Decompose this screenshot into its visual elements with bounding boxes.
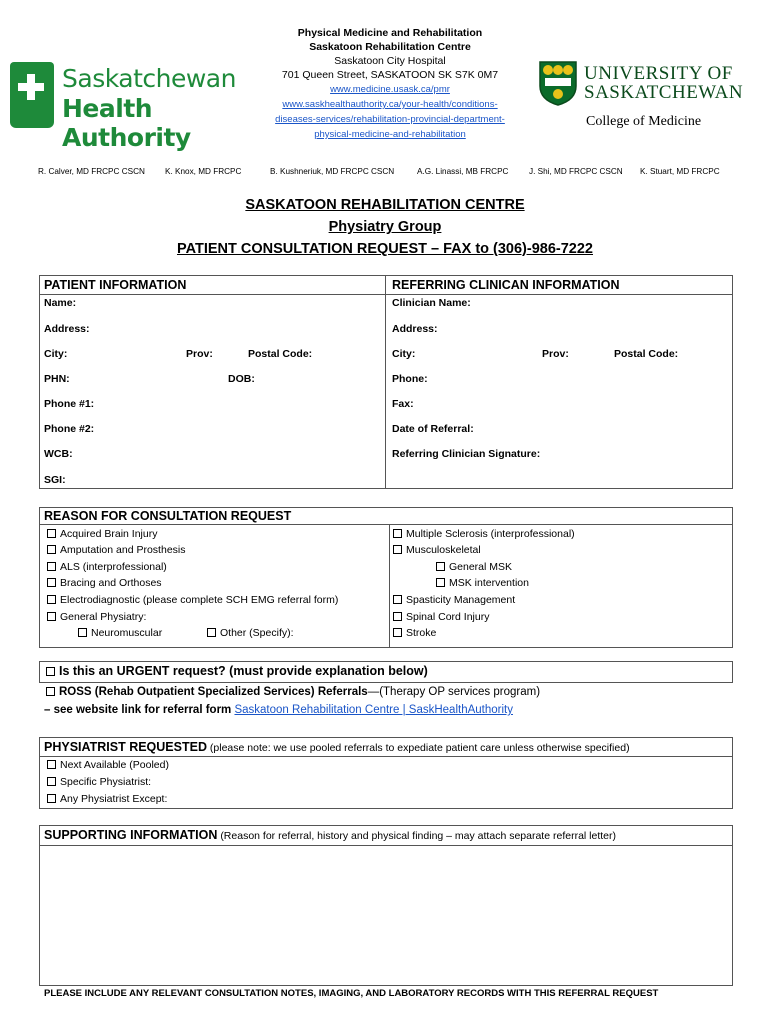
clinician-signature-field[interactable]: Referring Clinician Signature:	[392, 448, 541, 460]
patient-phn-field[interactable]: PHN:	[44, 373, 70, 385]
reason-heading: REASON FOR CONSULTATION REQUEST	[44, 509, 292, 523]
referring-heading: REFERRING CLINICAN INFORMATION	[392, 278, 620, 292]
checkbox-neuromuscular[interactable]: Neuromuscular	[78, 627, 162, 639]
checkbox-bracing[interactable]: Bracing and Orthoses	[47, 577, 162, 589]
checkbox-multiple-sclerosis[interactable]: Multiple Sclerosis (interprofessional)	[393, 528, 575, 540]
clinician-address-field[interactable]: Address:	[392, 323, 438, 335]
ross-website-line: – see website link for referral form Saskatoon Rehabilitation Centre | SaskHealthAuthority	[44, 704, 513, 716]
doctor-name: R. Calver, MD FRCPC CSCN	[38, 167, 145, 176]
referral-date-field[interactable]: Date of Referral:	[392, 423, 474, 435]
doctor-name: A.G. Linassi, MB FRCPC	[417, 167, 509, 176]
supporting-text-area[interactable]	[40, 846, 732, 985]
physiatrist-heading-line: PHYSIATRIST REQUESTED (please note: we use pooled referrals to expediate patient care unless otherwise specified)	[44, 740, 630, 754]
clinician-prov-field[interactable]: Prov:	[542, 348, 569, 360]
checkbox-stroke[interactable]: Stroke	[393, 627, 436, 639]
patient-dob-field[interactable]: DOB:	[228, 373, 255, 385]
checkbox-spasticity[interactable]: Spasticity Management	[393, 594, 515, 606]
checkbox-general-physiatry[interactable]: General Physiatry:	[47, 611, 146, 623]
checkbox-ross[interactable]: ROSS (Rehab Outpatient Specialized Services) Referrals—(Therapy OP services program)	[46, 686, 540, 698]
patient-city-field[interactable]: City:	[44, 348, 68, 360]
uofs-crest-icon	[538, 60, 578, 106]
patient-name-field[interactable]: Name:	[44, 297, 77, 309]
patient-prov-field[interactable]: Prov:	[186, 348, 213, 360]
patient-phone2-field[interactable]: Phone #2:	[44, 423, 95, 435]
checkbox-amputation[interactable]: Amputation and Prosthesis	[47, 544, 186, 556]
doctor-name: K. Knox, MD FRCPC	[165, 167, 242, 176]
checkbox-next-available[interactable]: Next Available (Pooled)	[47, 759, 169, 771]
checkbox-spinal-cord-injury[interactable]: Spinal Cord Injury	[393, 611, 489, 623]
footer-note: PLEASE INCLUDE ANY RELEVANT CONSULTATION NOTES, IMAGING, AND LABORATORY RECORDS WITH THIS REFERRAL REQUEST	[44, 988, 659, 999]
header-line3: Saskatoon City Hospital	[334, 55, 446, 67]
doctor-name: J. Shi, MD FRCPC CSCN	[529, 167, 623, 176]
sha-link-part2[interactable]: diseases-services/rehabilitation-provincial-department-	[275, 114, 505, 125]
info-box	[39, 275, 733, 489]
header-line2: Saskatoon Rehabilitation Centre	[309, 41, 471, 53]
supporting-heading-line: SUPPORTING INFORMATION (Reason for referral, history and physical finding – may attach separate referral letter)	[44, 828, 616, 842]
checkbox-other[interactable]: Other (Specify):	[207, 627, 294, 639]
reason-divider	[389, 524, 390, 648]
title-centre: SASKATOON REHABILITATION CENTRE	[245, 197, 525, 213]
header-block	[255, 26, 525, 142]
checkbox-acquired-brain-injury[interactable]: Acquired Brain Injury	[47, 528, 157, 540]
checkbox-electrodiagnostic[interactable]: Electrodiagnostic (please complete SCH EMG referral form)	[47, 594, 338, 606]
checkbox-als[interactable]: ALS (interprofessional)	[47, 561, 167, 573]
title-request: PATIENT CONSULTATION REQUEST – FAX to (306)-986-7222	[176, 241, 593, 257]
clinician-name-field[interactable]: Clinician Name:	[392, 297, 471, 309]
checkbox-general-msk[interactable]: General MSK	[436, 561, 512, 573]
header-line1: Physical Medicine and Rehabilitation	[297, 27, 483, 39]
uofs-text2: SASKATCHEWAN	[584, 82, 744, 103]
checkbox-musculoskeletal[interactable]: Musculoskeletal	[393, 544, 481, 556]
title-group: Physiatry Group	[328, 219, 442, 235]
doctor-name: B. Kushneriuk, MD FRCPC CSCN	[270, 167, 395, 176]
clinician-postal-field[interactable]: Postal Code:	[614, 348, 679, 360]
reason-header-rule	[39, 524, 733, 525]
sha-cross-icon	[10, 62, 54, 128]
sha-link-part1[interactable]: www.saskhealthauthority.ca/your-health/conditions-	[282, 99, 498, 110]
info-divider	[385, 275, 386, 489]
uofs-logo	[538, 58, 758, 138]
patient-postal-field[interactable]: Postal Code:	[248, 348, 313, 360]
checkbox-specific-physiatrist[interactable]: Specific Physiatrist:	[47, 776, 151, 788]
patient-address-field[interactable]: Address:	[44, 323, 90, 335]
checkbox-msk-intervention[interactable]: MSK intervention	[436, 577, 529, 589]
patient-sgi-field[interactable]: SGI:	[44, 474, 66, 486]
pmr-link[interactable]: www.medicine.usask.ca/pmr	[330, 84, 450, 95]
sha-link-part3[interactable]: physical-medicine-and-rehabilitation	[314, 129, 466, 140]
doctor-name: K. Stuart, MD FRCPC	[640, 167, 720, 176]
checkbox-urgent[interactable]: Is this an URGENT request? (must provide explanation below)	[46, 664, 428, 678]
src-website-link[interactable]: Saskatoon Rehabilitation Centre | SaskHealthAuthority	[234, 704, 513, 716]
checkbox-any-except[interactable]: Any Physiatrist Except:	[47, 793, 167, 805]
patient-heading: PATIENT INFORMATION	[44, 278, 187, 292]
uofs-text1: UNIVERSITY OF	[584, 63, 733, 84]
header-line4: 701 Queen Street, SASKATOON SK S7K 0M7	[281, 69, 499, 81]
clinician-fax-field[interactable]: Fax:	[392, 398, 414, 410]
sha-logo-text1: Saskatchewan	[62, 64, 236, 93]
sha-logo-text2: Health Authority	[62, 94, 191, 152]
clinician-city-field[interactable]: City:	[392, 348, 416, 360]
uofs-text3: College of Medicine	[586, 114, 702, 129]
patient-phone1-field[interactable]: Phone #1:	[44, 398, 95, 410]
physiatrist-rule	[39, 756, 733, 757]
sha-logo	[10, 58, 260, 152]
clinician-phone-field[interactable]: Phone:	[392, 373, 428, 385]
patient-wcb-field[interactable]: WCB:	[44, 448, 73, 460]
info-header-rule	[39, 294, 733, 295]
